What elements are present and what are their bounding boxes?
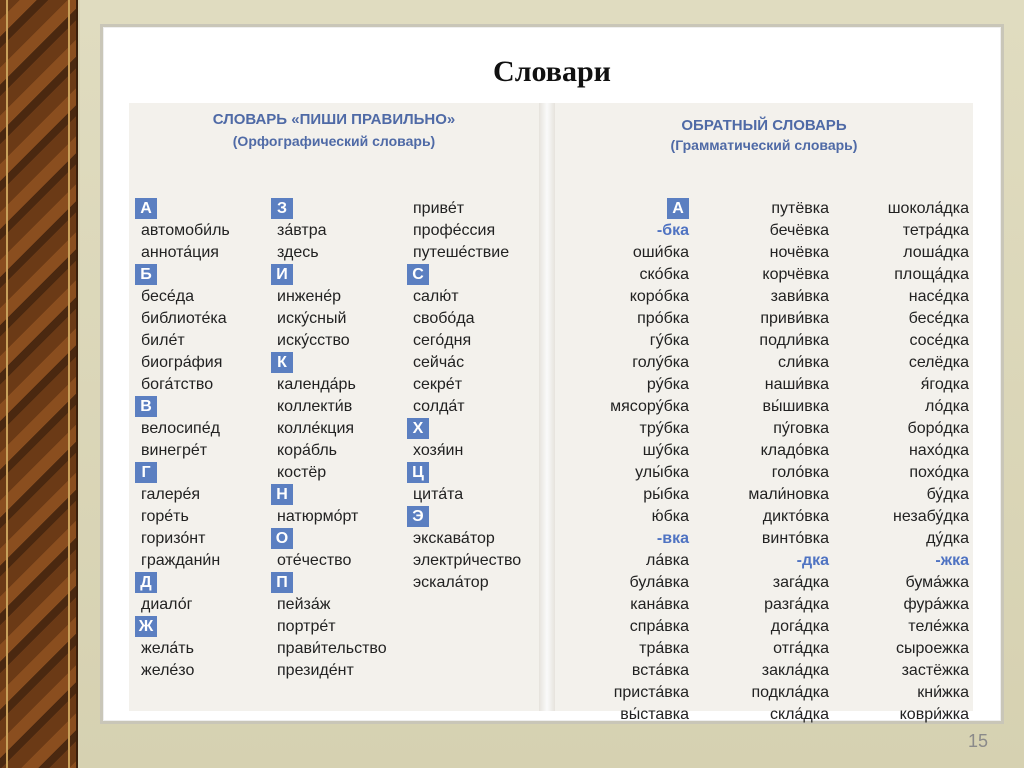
reverse-word-row: [715, 330, 829, 352]
reverse-word-row: [715, 286, 829, 308]
dictionary-word: желе́зо: [141, 662, 195, 679]
dictionary-word-row: [407, 484, 521, 506]
reverse-word-row: [845, 594, 969, 616]
reverse-word-row: [585, 682, 689, 704]
letter-badge: Н: [271, 484, 293, 505]
dictionary-word-row: [407, 286, 521, 308]
dictionary-word-row: [271, 286, 387, 308]
dictionary-word-row: [271, 374, 387, 396]
right-page-subheading: (Грамматический словарь): [670, 137, 858, 153]
suffix-heading: -бка: [656, 222, 689, 239]
left-page-subheading: (Орфографический словарь): [232, 133, 436, 149]
dictionary-letter-row: [271, 198, 387, 220]
dictionary-word: горизо́нт: [141, 530, 206, 547]
slide-title: Словари: [493, 55, 611, 88]
dictionary-word-row: [135, 440, 230, 462]
reverse-word-row: [585, 418, 689, 440]
dictionary-word: салю́т: [413, 288, 459, 305]
reverse-word-row: [715, 396, 829, 418]
dictionary-word: ю́бка: [651, 508, 689, 525]
dictionary-word: секре́т: [413, 376, 463, 393]
letter-badge: К: [271, 352, 293, 373]
dictionary-word: ду́дка: [926, 530, 969, 547]
dictionary-word: я́годка: [920, 376, 969, 393]
reverse-word-row: [585, 242, 689, 264]
reverse-word-row: [715, 528, 829, 550]
dictionary-word: наши́вка: [764, 376, 829, 393]
dictionary-word: бесе́дка: [908, 310, 969, 327]
dictionary-word-row: [407, 528, 521, 550]
dictionary-word: мали́новка: [748, 486, 829, 503]
reverse-word-row: [845, 198, 969, 220]
dictionary-word: зага́дка: [772, 574, 829, 591]
dictionary-word: отга́дка: [773, 640, 829, 657]
letter-badge: С: [407, 264, 429, 285]
dictionary-word-row: [135, 286, 230, 308]
dictionary-word: диало́г: [141, 596, 193, 613]
letter-badge: В: [135, 396, 157, 417]
dictionary-word-row: [271, 550, 387, 572]
dictionary-word: дога́дка: [770, 618, 829, 635]
reverse-word-row: [585, 506, 689, 528]
reverse-word-row: [585, 440, 689, 462]
letter-badge: Д: [135, 572, 157, 593]
dictionary-word-row: [271, 506, 387, 528]
right-dictionary-page: [555, 103, 973, 723]
reverse-word-row: [845, 440, 969, 462]
dictionary-word: кни́жка: [917, 684, 969, 701]
reverse-word-row: [585, 638, 689, 660]
dictionary-word: була́вка: [629, 574, 689, 591]
reverse-word-row: [845, 242, 969, 264]
dictionary-word-row: [135, 242, 230, 264]
left-column-3: [407, 198, 521, 594]
dictionary-letter-row: [271, 572, 387, 594]
dictionary-word: бесе́да: [141, 288, 195, 305]
reverse-word-row: [845, 352, 969, 374]
decorative-frame-strip: [0, 0, 78, 768]
dictionary-word: автомоби́ль: [141, 222, 230, 239]
dictionary-word: ско́бка: [639, 266, 689, 283]
reverse-word-row: [715, 506, 829, 528]
letter-badge: П: [271, 572, 293, 593]
dictionary-word-row: [407, 352, 521, 374]
suffix-heading: -дка: [796, 552, 829, 569]
dictionary-word-row: [407, 374, 521, 396]
reverse-word-row: [715, 220, 829, 242]
reverse-word-row: [585, 374, 689, 396]
reverse-word-row: [845, 506, 969, 528]
reverse-word-row: [585, 484, 689, 506]
dictionary-word-row: [271, 396, 387, 418]
dictionary-word: корчёвка: [762, 266, 829, 283]
right-column-1: [585, 198, 689, 726]
dictionary-word: застёжка: [901, 662, 969, 679]
reverse-word-row: [585, 550, 689, 572]
dictionary-word: инжене́р: [277, 288, 342, 305]
dictionary-word: мясору́бка: [610, 398, 689, 415]
dictionary-word: гу́бка: [649, 332, 689, 349]
dictionary-word-row: [135, 352, 230, 374]
reverse-word-row: [845, 418, 969, 440]
dictionary-letter-row: [135, 396, 230, 418]
dictionary-letter-row: [271, 352, 387, 374]
reverse-letter-row: [585, 198, 689, 220]
reverse-word-row: [715, 660, 829, 682]
dictionary-word: скла́дка: [770, 706, 829, 723]
dictionary-word: коври́жка: [899, 706, 969, 723]
dictionary-word: голо́вка: [771, 464, 829, 481]
dictionary-word: тетра́дка: [902, 222, 969, 239]
dictionary-word: улы́бка: [635, 464, 689, 481]
dictionary-word: приви́вка: [760, 310, 829, 327]
reverse-word-row: [715, 484, 829, 506]
dictionary-word: приве́т: [413, 200, 465, 217]
dictionary-letter-row: [135, 572, 230, 594]
reverse-word-row: [845, 462, 969, 484]
dictionary-word: биогра́фия: [141, 354, 223, 371]
dictionary-word: тра́вка: [639, 640, 689, 657]
letter-badge: А: [135, 198, 157, 219]
dictionary-word-row: [407, 396, 521, 418]
dictionary-word-row: [135, 220, 230, 242]
reverse-word-row: [585, 264, 689, 286]
letter-badge: Э: [407, 506, 429, 527]
letter-badge: Ц: [407, 462, 429, 483]
dictionary-word: солда́т: [413, 398, 465, 415]
dictionary-word: граждани́н: [141, 552, 221, 569]
dictionary-word: электри́чество: [413, 552, 522, 569]
reverse-word-row: [845, 638, 969, 660]
dictionary-word: сли́вка: [777, 354, 829, 371]
dictionary-word: подли́вка: [759, 332, 829, 349]
dictionary-word: бу́дка: [926, 486, 969, 503]
dictionary-word-row: [135, 330, 230, 352]
dictionary-word: здесь: [277, 244, 319, 261]
dictionary-word-row: [135, 638, 230, 660]
dictionary-word: зави́вка: [770, 288, 829, 305]
dictionary-word: голу́бка: [632, 354, 689, 371]
letter-badge: Ж: [135, 616, 157, 637]
dictionary-word: сего́дня: [413, 332, 472, 349]
dictionary-word: спра́вка: [629, 618, 689, 635]
dictionary-word: сыроежка: [896, 640, 969, 657]
page-number: 15: [967, 731, 988, 751]
dictionary-word: биле́т: [141, 332, 185, 349]
dictionary-word: ру́бка: [646, 376, 689, 393]
dictionary-word: эскала́тор: [413, 574, 489, 591]
reverse-word-row: [715, 374, 829, 396]
reverse-word-row: [715, 198, 829, 220]
dictionary-word-row: [271, 330, 387, 352]
reverse-word-row: [585, 704, 689, 726]
reverse-word-row: [585, 352, 689, 374]
reverse-suffix-row: [585, 220, 689, 242]
left-column-2: [271, 198, 387, 682]
dictionary-word-row: [407, 220, 521, 242]
dictionary-word: теле́жка: [908, 618, 969, 635]
dictionary-word: вы́ставка: [620, 706, 689, 723]
dictionary-word: сосе́дка: [909, 332, 969, 349]
reverse-word-row: [715, 242, 829, 264]
reverse-word-row: [715, 704, 829, 726]
dictionary-word: хозя́ин: [413, 442, 464, 459]
dictionary-word: пу́говка: [773, 420, 829, 437]
dictionary-word: иску́сный: [277, 310, 347, 327]
dictionary-word-row: [271, 660, 387, 682]
reverse-word-row: [845, 330, 969, 352]
dictionary-word: библиоте́ка: [141, 310, 227, 327]
dictionary-word-row: [135, 550, 230, 572]
reverse-word-row: [845, 704, 969, 726]
dictionary-letter-row: [271, 264, 387, 286]
dictionary-word: бога́тство: [141, 376, 214, 393]
dictionary-word: тру́бка: [639, 420, 689, 437]
reverse-word-row: [585, 308, 689, 330]
dictionary-word-row: [271, 462, 387, 484]
book-gutter: [539, 103, 555, 711]
dictionary-letter-row: [407, 264, 521, 286]
dictionary-word-row: [271, 594, 387, 616]
dictionary-word-row: [407, 330, 521, 352]
dictionary-word: коллекти́в: [277, 398, 353, 415]
dictionary-word: бума́жка: [905, 574, 969, 591]
dictionary-letter-row: [135, 462, 230, 484]
reverse-word-row: [845, 484, 969, 506]
dictionary-word: галере́я: [141, 486, 201, 503]
dictionary-word: разга́дка: [764, 596, 829, 613]
dictionary-word: путеше́ствие: [413, 244, 510, 261]
reverse-word-row: [715, 572, 829, 594]
letter-badge: Х: [407, 418, 429, 439]
dictionary-letter-row: [407, 506, 521, 528]
dictionary-word: коро́бка: [629, 288, 689, 305]
dictionary-word: вы́шивка: [762, 398, 829, 415]
dictionary-word-row: [135, 418, 230, 440]
dictionary-word: ры́бка: [643, 486, 689, 503]
dictionary-letter-row: [271, 484, 387, 506]
dictionary-word: незабу́дка: [892, 508, 969, 525]
reverse-word-row: [845, 374, 969, 396]
dictionary-word-row: [271, 616, 387, 638]
dictionary-word: пейза́ж: [277, 596, 331, 613]
right-column-3: [845, 198, 969, 726]
dictionary-word-row: [135, 660, 230, 682]
dictionary-word: подкла́дка: [751, 684, 829, 701]
dictionary-word: костёр: [277, 464, 327, 481]
reverse-suffix-row: [715, 550, 829, 572]
dictionary-letter-row: [407, 462, 521, 484]
dictionary-word: ла́вка: [646, 552, 689, 569]
reverse-word-row: [585, 660, 689, 682]
dictionary-word: цита́та: [413, 486, 464, 503]
dictionary-word: про́бка: [637, 310, 689, 327]
dictionary-word: портре́т: [277, 618, 336, 635]
right-column-2: [715, 198, 829, 726]
dictionary-word-row: [135, 308, 230, 330]
reverse-word-row: [715, 616, 829, 638]
dictionary-word: винто́вка: [761, 530, 829, 547]
dictionary-word-row: [271, 242, 387, 264]
dictionary-word: ночёвка: [769, 244, 829, 261]
dictionary-letter-row: [135, 264, 230, 286]
dictionary-letter-row: [135, 616, 230, 638]
dictionary-word: оши́бка: [632, 244, 689, 261]
dictionary-word-row: [407, 198, 521, 220]
reverse-word-row: [845, 396, 969, 418]
dictionary-word: закла́дка: [761, 662, 829, 679]
dictionary-word: натюрмо́рт: [277, 508, 359, 525]
letter-badge: О: [271, 528, 293, 549]
left-dictionary-page: [129, 103, 539, 711]
dictionary-word: президе́нт: [277, 662, 354, 679]
reverse-word-row: [585, 462, 689, 484]
dictionary-word: насе́дка: [908, 288, 969, 305]
dictionary-word: жела́ть: [141, 640, 194, 657]
reverse-word-row: [585, 594, 689, 616]
dictionary-letter-row: [135, 198, 230, 220]
dictionary-word: за́втра: [277, 222, 327, 239]
dictionary-word: свобо́да: [413, 310, 475, 327]
dictionary-word-row: [407, 440, 521, 462]
dictionary-word: дикто́вка: [762, 508, 829, 525]
dictionary-word: бечёвка: [769, 222, 829, 239]
dictionary-word: шокола́дка: [887, 200, 969, 217]
dictionary-word: иску́сство: [277, 332, 350, 349]
reverse-word-row: [715, 682, 829, 704]
left-page-heading: СЛОВАРЬ «ПИШИ ПРАВИЛЬНО»: [212, 111, 456, 128]
dictionary-word: винегре́т: [141, 442, 208, 459]
dictionary-word: приста́вка: [613, 684, 689, 701]
dictionary-word-row: [271, 308, 387, 330]
reverse-word-row: [715, 462, 829, 484]
reverse-word-row: [715, 594, 829, 616]
dictionary-word: лоша́дка: [903, 244, 969, 261]
dictionary-word: сейча́с: [413, 354, 465, 371]
dictionary-word: шу́бка: [642, 442, 689, 459]
left-column-1: [135, 198, 230, 682]
dictionary-word-row: [271, 418, 387, 440]
dictionary-word: кана́вка: [630, 596, 689, 613]
dictionary-word: кладо́вка: [760, 442, 829, 459]
suffix-heading: -вка: [656, 530, 689, 547]
dictionary-word: профе́ссия: [413, 222, 496, 239]
dictionary-word-row: [271, 220, 387, 242]
dictionary-word-row: [407, 242, 521, 264]
reverse-word-row: [845, 308, 969, 330]
dictionary-word: экскава́тор: [413, 530, 495, 547]
reverse-word-row: [845, 616, 969, 638]
reverse-word-row: [845, 264, 969, 286]
reverse-word-row: [715, 418, 829, 440]
dictionary-word: селёдка: [908, 354, 969, 371]
reverse-word-row: [585, 616, 689, 638]
dictionary-word: ло́дка: [925, 398, 969, 415]
reverse-word-row: [845, 682, 969, 704]
reverse-word-row: [715, 638, 829, 660]
reverse-word-row: [585, 396, 689, 418]
letter-badge: А: [667, 198, 689, 219]
suffix-heading: -жка: [935, 552, 969, 569]
dictionary-word: горе́ть: [141, 508, 189, 525]
dictionary-word: оте́чество: [277, 552, 352, 569]
dictionary-word: площа́дка: [894, 266, 969, 283]
reverse-word-row: [585, 330, 689, 352]
reverse-suffix-row: [845, 550, 969, 572]
reverse-word-row: [715, 264, 829, 286]
dictionary-word: вста́вка: [631, 662, 689, 679]
dictionary-word-row: [135, 506, 230, 528]
right-page-heading: ОБРАТНЫЙ СЛОВАРЬ: [681, 117, 847, 134]
dictionary-word: путёвка: [771, 200, 829, 217]
dictionary-word-row: [135, 594, 230, 616]
reverse-word-row: [845, 572, 969, 594]
dictionary-word: велосипе́д: [141, 420, 220, 437]
dictionary-word-row: [407, 572, 521, 594]
dictionary-word-row: [135, 528, 230, 550]
letter-badge: З: [271, 198, 293, 219]
reverse-word-row: [715, 308, 829, 330]
reverse-word-row: [845, 286, 969, 308]
dictionary-letter-row: [407, 418, 521, 440]
reverse-word-row: [585, 286, 689, 308]
dictionary-word: кора́бль: [277, 442, 337, 459]
dictionary-word: нахо́дка: [908, 442, 969, 459]
reverse-word-row: [845, 528, 969, 550]
dictionary-word-row: [135, 484, 230, 506]
slide-card: [100, 24, 1004, 724]
letter-badge: Г: [135, 462, 157, 483]
dictionary-word-row: [407, 308, 521, 330]
dictionary-word: прави́тельство: [277, 640, 387, 657]
dictionary-word-row: [135, 374, 230, 396]
letter-badge: Б: [135, 264, 157, 285]
reverse-word-row: [845, 220, 969, 242]
dictionary-word: аннота́ция: [141, 244, 219, 261]
dictionary-word-row: [407, 550, 521, 572]
dictionary-letter-row: [271, 528, 387, 550]
reverse-suffix-row: [585, 528, 689, 550]
reverse-word-row: [585, 572, 689, 594]
dictionary-word: фура́жка: [903, 596, 969, 613]
dictionary-word-row: [271, 440, 387, 462]
dictionary-word: колле́кция: [277, 420, 355, 437]
reverse-word-row: [715, 352, 829, 374]
letter-badge: И: [271, 264, 293, 285]
dictionary-word: боро́дка: [907, 420, 969, 437]
reverse-word-row: [715, 440, 829, 462]
reverse-word-row: [845, 660, 969, 682]
dictionary-word: похо́дка: [909, 464, 969, 481]
dictionary-word: календа́рь: [277, 376, 356, 393]
dictionary-word-row: [271, 638, 387, 660]
